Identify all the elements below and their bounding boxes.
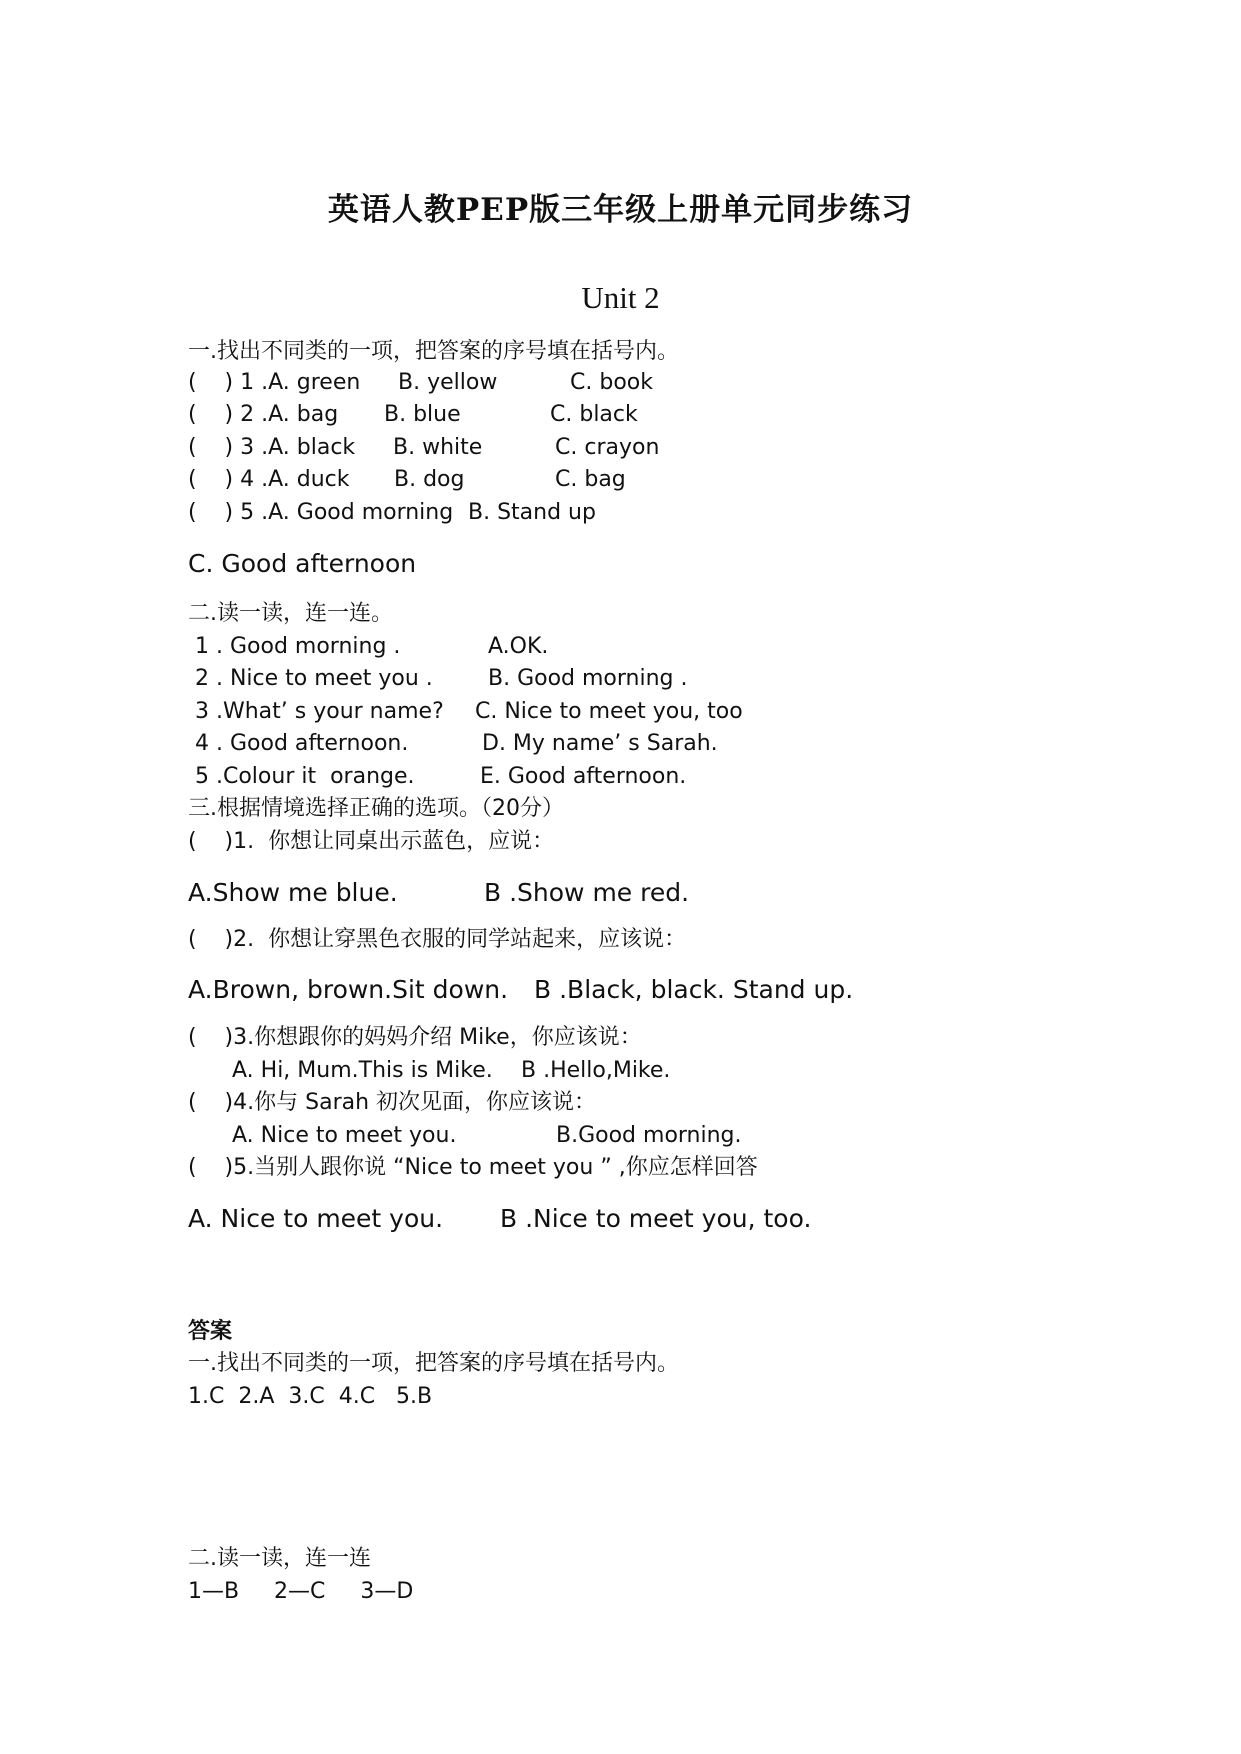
option-b: B .Hello,Mike. [521, 1058, 671, 1083]
question-5-options [188, 1204, 1088, 1234]
section1-item [188, 433, 1088, 463]
match-left: 1 . Good morning . [188, 634, 401, 659]
item-option-a: ( ) 1 .A. green [188, 370, 361, 395]
item-option-c: C. crayon [555, 435, 660, 460]
answers-section1-values: 1.C 2.A 3.C 4.C 5.B [188, 1384, 433, 1409]
match-row [188, 664, 1088, 694]
item-option-c: C. bag [555, 467, 626, 492]
question-3: ( )3.你想跟你的妈妈介绍 Mike，你应该说： [188, 1025, 642, 1050]
answers-heading: 答案 [188, 1319, 233, 1344]
option-a: A. Hi, Mum.This is Mike. [232, 1058, 493, 1083]
option-a: A. Nice to meet you. [188, 1204, 444, 1233]
match-left: 2 . Nice to meet you . [188, 666, 433, 691]
answers-section2-values: 1—B 2—C 3—D [188, 1579, 414, 1604]
item-option-a: ( ) 4 .A. duck [188, 467, 350, 492]
section1-item [188, 368, 1088, 398]
answers-section2-heading: 二.读一读，连一连 [188, 1546, 371, 1571]
option-a: A. Nice to meet you. [232, 1123, 457, 1148]
match-row [188, 632, 1088, 662]
option-b: B.Good morning. [556, 1123, 742, 1148]
item-option-a: ( ) 5 .A. Good morning [188, 500, 454, 525]
match-right: C. Nice to meet you, too [475, 699, 743, 724]
item-option-b: B. white [393, 435, 483, 460]
item-option-a: ( ) 2 .A. bag [188, 402, 339, 427]
match-left: 5 .Colour it orange. [188, 764, 415, 789]
answers-section1-heading: 一.找出不同类的一项，把答案的序号填在括号内。 [188, 1351, 679, 1376]
item-option-b: B. blue [384, 402, 461, 427]
question-5: ( )5.当别人跟你说 “Nice to meet you ” ,你应怎样回答 [188, 1155, 758, 1180]
option-b: B .Nice to meet you, too. [500, 1204, 812, 1233]
page-title: 英语人教PEP版三年级上册单元同步练习 [327, 192, 914, 228]
item-option-c: C. book [570, 370, 653, 395]
match-left: 3 .What’ s your name? [188, 699, 444, 724]
option-a: A.Brown, brown.Sit down. [188, 975, 509, 1004]
question-1-options [188, 878, 1088, 908]
item-option-b: B. yellow [398, 370, 498, 395]
item-option-b: B. dog [394, 467, 465, 492]
item-option-b: B. Stand up [468, 500, 596, 525]
match-row [188, 697, 1088, 727]
option-a: A.Show me blue. [188, 878, 398, 907]
section2-heading: 二.读一读，连一连。 [188, 601, 393, 626]
match-row [188, 762, 1088, 792]
match-left: 4 . Good afternoon. [188, 731, 409, 756]
question-2-options [188, 975, 1088, 1005]
item-option-a: ( ) 3 .A. black [188, 435, 356, 460]
unit-heading: Unit 2 [581, 280, 660, 315]
question-3-options [188, 1056, 1088, 1086]
question-4: ( )4.你与 Sarah 初次见面，你应该说： [188, 1090, 597, 1115]
question-2: ( )2. 你想让穿黑色衣服的同学站起来，应该说： [188, 927, 687, 952]
match-right: E. Good afternoon. [480, 764, 687, 789]
option-b: B .Show me red. [484, 878, 690, 907]
item5-option-c: C. Good afternoon [188, 549, 417, 578]
question-1: ( )1. 你想让同桌出示蓝色，应说： [188, 829, 555, 854]
question-4-options [188, 1121, 1088, 1151]
section3-heading: 三.根据情境选择正确的选项。（20分） [188, 796, 564, 821]
section1-item [188, 400, 1088, 430]
section1-item [188, 465, 1088, 495]
section1-item [188, 498, 1088, 528]
match-right: D. My name’ s Sarah. [482, 731, 718, 756]
match-right: A.OK. [488, 634, 549, 659]
item-option-c: C. black [550, 402, 638, 427]
section1-heading: 一.找出不同类的一项，把答案的序号填在括号内。 [188, 339, 679, 364]
match-row [188, 729, 1088, 759]
option-b: B .Black, black. Stand up. [534, 975, 854, 1004]
match-right: B. Good morning . [488, 666, 688, 691]
